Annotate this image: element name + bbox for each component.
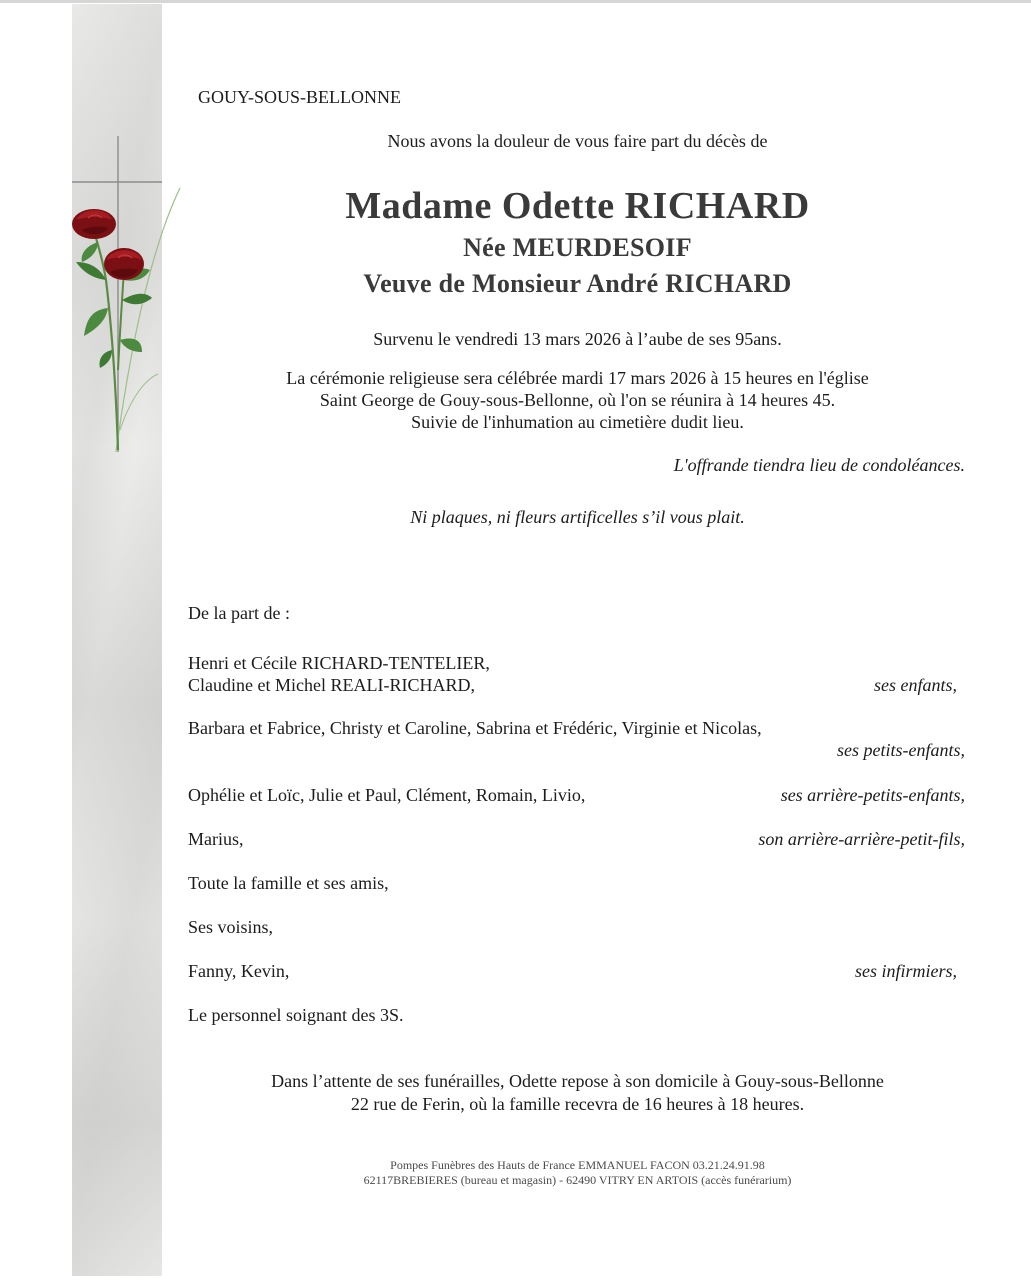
intro-text: Nous avons la douleur de vous faire part du décès de — [387, 131, 768, 151]
great-great-grandchild: Marius, — [188, 829, 244, 849]
grandchildren-list: Barbara et Fabrice, Christy et Caroline, Sabrina et Frédéric, Virginie et Nicolas, — [188, 718, 762, 738]
ceremony-line-2: Saint George de Gouy-sous-Bellonne, où l'on se réunira à 14 heures 45. — [319, 390, 836, 410]
nurses-names: Fanny, Kevin, — [188, 961, 290, 981]
great-great-grandchild-role: son arrière-arrière-petit-fils, — [758, 829, 965, 849]
funeral-home-line-1: Pompes Funèbres des Hauts de France EMMANUEL FACON 03.21.24.91.98 — [390, 1158, 765, 1172]
death-notice: Survenu le vendredi 13 mars 2026 à l’aube de ses 95ans. — [373, 329, 782, 349]
children-line-2: Claudine et Michel REALI-RICHARD, — [188, 675, 475, 695]
family-intro: De la part de : — [188, 603, 290, 623]
care-staff: Le personnel soignant des 3S. — [188, 1005, 404, 1025]
viewing-line-1: Dans l’attente de ses funérailles, Odette repose à son domicile à Gouy-sous-Bellonne — [271, 1071, 884, 1091]
maiden-name: Née MEURDESOIF — [463, 233, 692, 262]
great-grandchildren-role: ses arrière-petits-enfants, — [780, 785, 965, 805]
widow-of: Veuve de Monsieur André RICHARD — [363, 269, 792, 298]
ceremony-line-3: Suivie de l'inhumation au cimetière dudit lieu. — [411, 412, 744, 432]
rose-stem-2 — [118, 270, 124, 370]
deceased-name: Madame Odette RICHARD — [345, 185, 810, 227]
family-and-friends: Toute la famille et ses amis, — [188, 873, 389, 893]
funeral-home-line-2: 62117BREBIERES (bureau et magasin) - 62490 VITRY EN ARTOIS (accès funérarium) — [363, 1173, 792, 1187]
viewing-line-2: 22 rue de Ferin, où la famille recevra de 16 heures à 18 heures. — [350, 1094, 805, 1114]
neighbours: Ses voisins, — [188, 917, 274, 937]
great-grandchildren-list: Ophélie et Loïc, Julie et Paul, Clément, Romain, Livio, — [188, 785, 586, 805]
children-role: ses enfants, — [874, 675, 957, 695]
no-plaques-note: Ni plaques, ni fleurs artificelles s’il vous plait. — [410, 507, 745, 527]
ceremony-line-1: La cérémonie religieuse sera célébrée mardi 17 mars 2026 à 15 heures en l'église — [286, 368, 869, 388]
offering-note: L'offrande tiendra lieu de condoléances. — [673, 455, 965, 475]
town-name: GOUY-SOUS-BELLONNE — [198, 87, 401, 107]
rose-1-icon — [72, 209, 116, 239]
grandchildren-role: ses petits-enfants, — [837, 740, 965, 760]
nurses-role: ses infirmiers, — [854, 961, 957, 981]
children-line-1: Henri et Cécile RICHARD-TENTELIER, — [188, 653, 490, 673]
top-border — [0, 0, 1031, 3]
rose-2-icon — [104, 248, 144, 280]
